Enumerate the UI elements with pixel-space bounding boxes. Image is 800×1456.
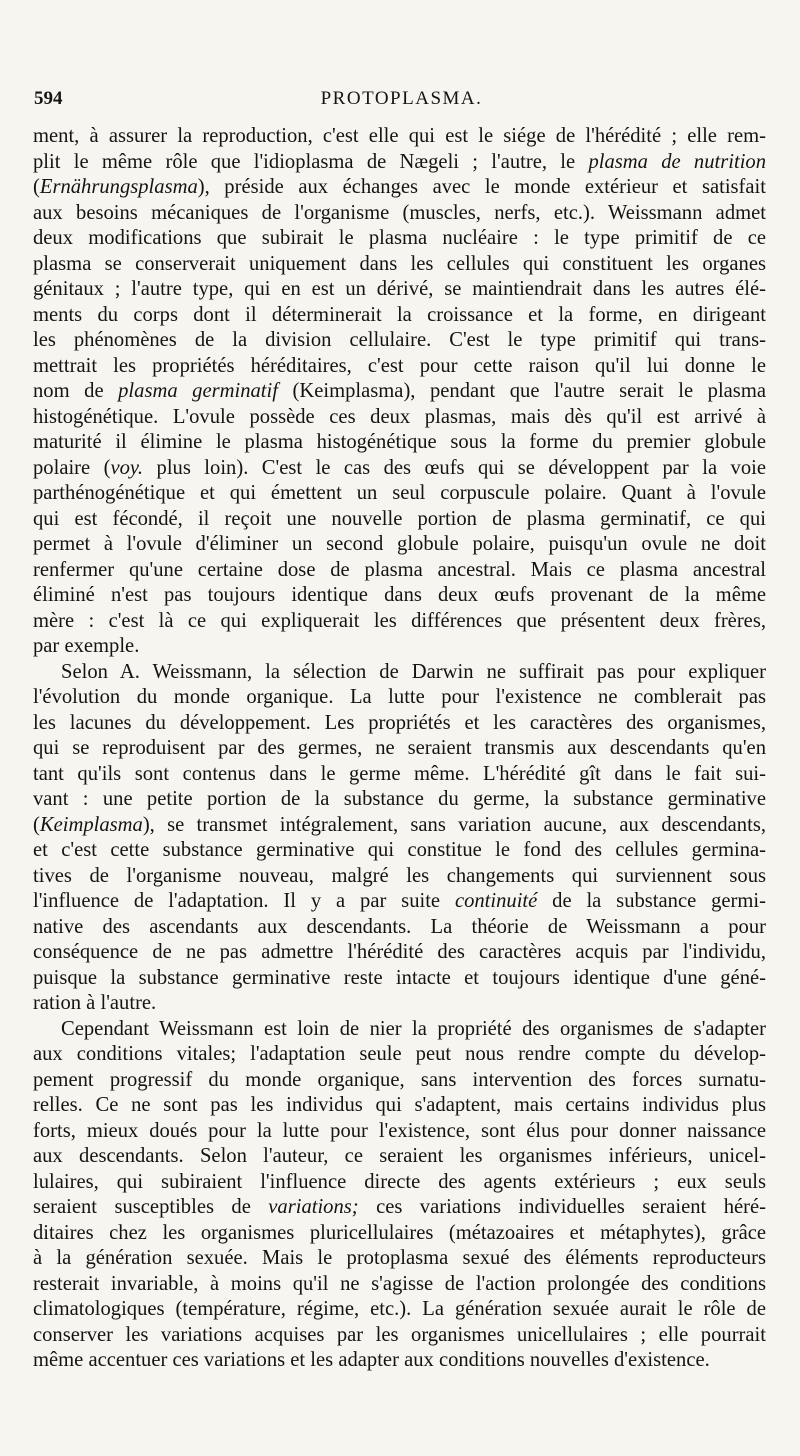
- text-line: [33, 175, 766, 201]
- text-segment: même accentuer ces variations et les adapter aux conditions nouvelles d'existence.: [33, 1349, 710, 1371]
- text-line: [33, 252, 766, 278]
- text-segment: qui est fécondé, il reçoit une nouvelle portion de plasma germinatif, ce qui: [33, 507, 766, 530]
- text-line: [33, 711, 766, 737]
- text-segment: lulaires, qui subiraient l'influence directe des agents extérieurs ; eux seuls: [33, 1170, 766, 1193]
- text-line: [33, 1042, 766, 1068]
- text-segment: ration à l'autre.: [33, 992, 157, 1014]
- text-segment: pement progressif du monde organique, sans intervention des forces surnatu-: [33, 1068, 766, 1091]
- text-segment: de la substance germi-: [537, 890, 766, 912]
- text-segment: permet à l'ovule d'éliminer un second globule polaire, puisqu'un ovule ne doit: [33, 533, 766, 555]
- text-line: [33, 660, 766, 686]
- text-line: [33, 507, 766, 533]
- text-line: [33, 150, 766, 176]
- text-segment: polaire (: [33, 456, 111, 479]
- text-segment: plit le même rôle que l'idioplasma de Nægeli ; l'autre, le: [33, 150, 589, 173]
- text-line: [33, 405, 766, 431]
- text-segment: maturité il élimine le plasma histogénétique sous la forme du premier globule: [33, 431, 766, 453]
- italic-text: plasma de nutrition: [588, 150, 767, 173]
- text-segment: conserver les variations acquises par les organismes unicellulaires ; elle pourrait: [33, 1323, 766, 1346]
- text-line: [33, 787, 766, 813]
- text-segment: vant : une petite portion de la substance du germe, la substance germinative: [33, 788, 766, 810]
- italic-text: voy.: [110, 456, 144, 479]
- italic-text: variations;: [268, 1196, 359, 1218]
- italic-text: plasma germinatif: [118, 380, 278, 402]
- text-segment: (: [33, 813, 40, 836]
- text-segment: les lacunes du développement. Les propriétés et les caractères des organismes,: [33, 711, 766, 734]
- text-line: [33, 481, 766, 507]
- text-line: [33, 609, 766, 635]
- text-line: [33, 1119, 766, 1145]
- text-line: [33, 201, 766, 227]
- text-segment: Selon A. Weissmann, la sélection de Darwin ne suffirait pas pour expliquer: [61, 660, 766, 683]
- text-line: [33, 1297, 766, 1323]
- text-segment: parthénogénétique et qui émettent un seul corpuscule polaire. Quant à l'ovule: [33, 482, 766, 504]
- text-segment: les phénomènes de la division cellulaire. C'est le type primitif qui trans-: [33, 329, 766, 351]
- text-line: [33, 966, 766, 992]
- text-segment: nom de: [33, 380, 119, 402]
- text-segment: relles. Ce ne sont pas les individus qui s'adaptent, mais certains individus plus: [33, 1094, 766, 1116]
- paragraph: [33, 124, 766, 660]
- text-line: [33, 1221, 766, 1247]
- text-line: [33, 864, 766, 890]
- text-line: [33, 915, 766, 941]
- text-line: [33, 1170, 766, 1196]
- text-line: [33, 1017, 766, 1043]
- text-line: [33, 277, 766, 303]
- text-segment: native des ascendants aux descendants. La théorie de Weissmann a pour: [33, 915, 766, 938]
- text-line: [33, 991, 766, 1017]
- text-segment: mettrait les propriétés héréditaires, c'est pour cette raison qu'il lui donne le: [33, 354, 766, 377]
- text-segment: conséquence de ne pas admettre l'hérédité des caractères acquis par l'individu,: [33, 941, 766, 963]
- running-head: PROTOPLASMA.: [320, 88, 483, 109]
- paragraph: [33, 660, 766, 1017]
- text-line: [33, 1272, 766, 1298]
- text-segment: ), se transmet intégralement, sans variation aucune, aux descendants,: [142, 813, 766, 836]
- text-segment: éliminé n'est pas toujours identique dans deux œufs provenant de la même: [33, 584, 766, 606]
- text-segment: tives de l'organisme nouveau, malgré les changements qui surviennent sous: [33, 864, 766, 887]
- text-segment: aux descendants. Selon l'auteur, ce seraient les organismes inférieurs, unicel-: [33, 1145, 766, 1167]
- text-segment: forts, mieux doués pour la lutte pour l'existence, sont élus pour donner naissance: [33, 1119, 766, 1142]
- text-segment: et c'est cette substance germinative qui constitue le fond des cellules germina-: [33, 839, 766, 861]
- text-line: [33, 124, 766, 150]
- text-line: [33, 379, 766, 405]
- text-line: [33, 1348, 766, 1374]
- text-segment: puisque la substance germinative reste intacte et toujours identique d'une géné-: [33, 966, 766, 989]
- text-line: [33, 685, 766, 711]
- page-header: [34, 88, 769, 118]
- text-line: [33, 430, 766, 456]
- text-line: [33, 762, 766, 788]
- text-line: [33, 226, 766, 252]
- text-segment: qui se reproduisent par des germes, ne seraient transmis aux descendants qu'en: [33, 737, 766, 759]
- text-line: [33, 1195, 766, 1221]
- text-segment: Cependant Weissmann est loin de nier la propriété des organismes de s'adapter: [61, 1017, 766, 1040]
- page-number: 594: [34, 88, 63, 109]
- text-line: [33, 736, 766, 762]
- text-line: [33, 354, 766, 380]
- text-segment: ces variations individuelles seraient héré-: [358, 1196, 766, 1218]
- text-segment: mère : c'est là ce qui expliquerait les différences que présentent deux frères,: [33, 609, 766, 632]
- text-line: [33, 634, 766, 660]
- text-segment: plasma se conserverait uniquement dans les cellules qui constituent les organes: [33, 252, 766, 275]
- italic-text: continuité: [454, 890, 538, 912]
- text-line: [33, 940, 766, 966]
- text-segment: (: [33, 176, 40, 198]
- text-segment: climatologiques (température, régime, etc.). La génération sexuée aurait le rôle de: [33, 1298, 766, 1320]
- text-segment: aux conditions vitales; l'adaptation seule peut nous rendre compte du dévelop-: [33, 1043, 766, 1065]
- text-segment: par exemple.: [33, 635, 140, 657]
- text-segment: ments du corps dont il déterminerait la croissance et la forme, en dirigeant: [33, 303, 766, 326]
- text-line: [33, 1093, 766, 1119]
- text-segment: plus loin). C'est le cas des œufs qui se développent par la voie: [143, 456, 766, 479]
- text-line: [33, 1068, 766, 1094]
- text-segment: génitaux ; l'autre type, qui en est un dérivé, se maintiendrait dans les autres élé-: [33, 278, 766, 300]
- text-line: [33, 456, 766, 482]
- paragraph: [33, 1017, 766, 1374]
- text-line: [33, 1323, 766, 1349]
- text-line: [33, 889, 766, 915]
- text-line: [33, 813, 766, 839]
- text-line: [33, 838, 766, 864]
- text-segment: l'évolution du monde organique. La lutte pour l'existence ne comblerait pas: [33, 686, 766, 708]
- text-segment: renfermer qu'une certaine dose de plasma ancestral. Mais ce plasma ancestral: [33, 558, 766, 581]
- text-segment: ditaires chez les organismes pluricellulaires (métazoaires et métaphytes), grâce: [33, 1221, 766, 1244]
- text-segment: histogénétique. L'ovule possède ces deux plasmas, mais dès qu'il est arrivé à: [33, 405, 766, 428]
- text-segment: (Keimplasma), pendant que l'autre serait le plasma: [277, 380, 766, 402]
- italic-text: Ernährungsplasma: [39, 176, 198, 198]
- italic-text: Keimplasma: [39, 813, 143, 836]
- text-line: [33, 1246, 766, 1272]
- text-line: [33, 558, 766, 584]
- text-segment: tant qu'ils sont contenus dans le germe même. L'hérédité gît dans le fait sui-: [33, 762, 766, 785]
- text-line: [33, 328, 766, 354]
- text-line: [33, 583, 766, 609]
- body-text: [33, 124, 766, 1374]
- text-line: [33, 1144, 766, 1170]
- text-segment: à la génération sexuée. Mais le protoplasma sexué des éléments reproducteurs: [33, 1247, 766, 1269]
- text-line: [33, 532, 766, 558]
- text-segment: seraient susceptibles de: [33, 1196, 269, 1218]
- text-segment: resterait invariable, à moins qu'il ne s'agisse de l'action prolongée des conditions: [33, 1272, 766, 1295]
- text-segment: ), préside aux échanges avec le monde extérieur et satisfait: [197, 176, 766, 198]
- text-segment: deux modifications que subirait le plasma nucléaire : le type primitif de ce: [33, 227, 766, 249]
- text-line: [33, 303, 766, 329]
- text-segment: l'influence de l'adaptation. Il y a par suite: [33, 890, 455, 912]
- text-segment: aux besoins mécaniques de l'organisme (muscles, nerfs, etc.). Weissmann admet: [33, 201, 766, 224]
- text-segment: ment, à assurer la reproduction, c'est elle qui est le siége de l'hérédité ; elle rem-: [33, 125, 766, 147]
